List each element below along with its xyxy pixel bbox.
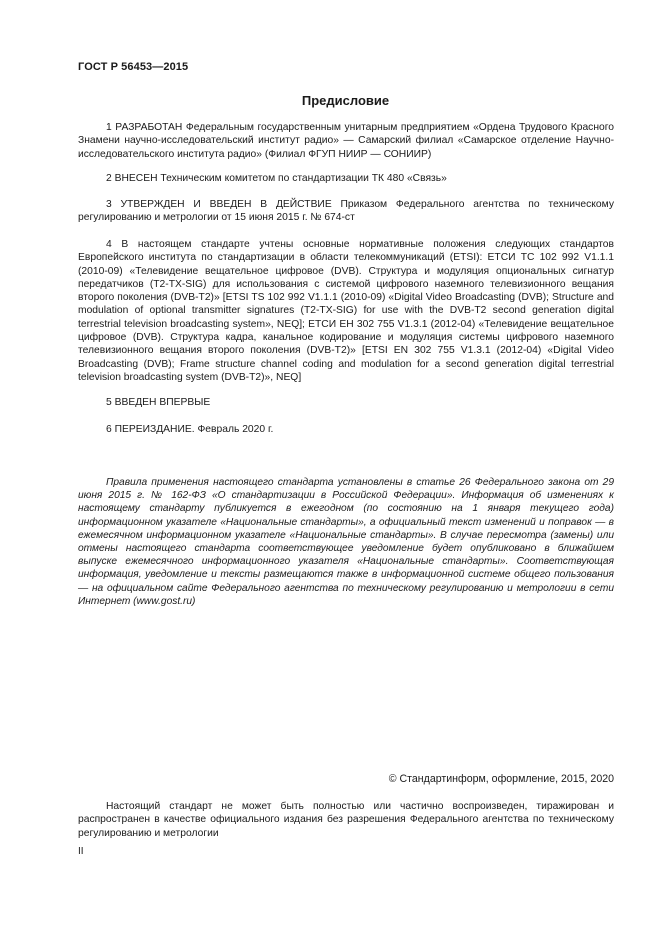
paragraph-text: 2 ВНЕСЕН Техническим комитетом по стандартизации ТК 480 «Связь» xyxy=(106,173,447,184)
standard-id-header: ГОСТ Р 56453—2015 xyxy=(78,61,189,73)
reproduction-notice: Настоящий стандарт не может быть полностью или частично воспроизведен, тиражирован и распространен в качестве официального издания без разрешения Федерального агентства по техническому регулированию и метрологии xyxy=(78,801,614,839)
paragraph-text: 6 ПЕРЕИЗДАНИЕ. Февраль 2020 г. xyxy=(106,424,274,435)
paragraph-reissue xyxy=(78,423,614,436)
copyright-line: © Стандартинформ, оформление, 2015, 2020 xyxy=(388,773,614,785)
paragraph-text: 3 УТВЕРЖДЕН И ВВЕДЕН В ДЕЙСТВИЕ Приказом Федерального агентства по техническому регулированию и метрологии от 15 июня 2015 г. № 674-ст xyxy=(78,199,614,224)
application-rules-notice: Правила применения настоящего стандарта установлены в статье 26 Федерального закона от 29 июня 2015 г. № 162-ФЗ «О стандартизации в Российской Федерации». Информация об изменениях к настоящему стандарту публикуется в ежегодном (по состоянию на 1 января текущего года) информационном указателе «Национальные стандарты», а официальный текст изменений и поправок — в ежемесячном информационном указателе «Национальные стандарты». В случае пересмотра (замены) или отмены настоящего стандарта соответствующее уведомление будет опубликовано в ближайшем выпуске ежемесячного информационного указателя «Национальные стандарты». Соответствующая информация, уведомление и тексты размещаются также в информационной системе общего пользования — на официальном сайте Федерального агентства по техническому регулированию и метрологии в сети Интернет (www.gost.ru) xyxy=(78,477,614,607)
paragraph-text: 4 В настоящем стандарте учтены основные нормативные положения следующих стандартов Европейского института по стандартизации в области телекоммуникаций (ETSI): ЕТСИ ТС 102 992 V1.1.1 (2010-09) «Телевидение вещательное цифровое (DVB). Структура и модуляция опциональных сигнатур передатчиков (T2-TX-SIG) для использования с системой цифрового наземного телевизионного вещания второго поколения (DVB-T2)» [ETSI TS 102 992 V1.1.1 (2010-09) «Digital Video Broadcasting (DVB); Structure and modulation of optional transmitter signatures (T2-TX-SIG) for use with the DVB-T2 second generation digital terrestrial television broadcasting system», NEQ]; ЕТСИ ЕН 302 755 V1.3.1 (2012-04) «Телевидение вещательное цифровое (DVB). Структура кадра, канальное кодирование и модуляция системы цифрового наземного телевизионного вещания второго поколения (DVB-T2)» [ETSI EN 302 755 V1.3.1 (2012-04) «Digital Video Broadcasting (DVB); Frame structure channel coding and modulation for a second generation digital terrestrial television broadcasting system (DVB-T2)», NEQ] xyxy=(78,239,614,383)
paragraph-approved xyxy=(78,198,614,225)
page-number: II xyxy=(78,846,84,857)
paragraph-standards-basis xyxy=(78,238,614,384)
paragraph-submitted xyxy=(78,172,614,185)
paragraph-text: 5 ВВЕДЕН ВПЕРВЫЕ xyxy=(106,397,211,408)
paragraph-developed xyxy=(78,121,614,161)
paragraph-text: 1 РАЗРАБОТАН Федеральным государственным унитарным предприятием «Ордена Трудового Красного Знамени научно-исследовательский институт радио» — Самарский филиал «Самарское отделение Научно-исследовательского института радио» (Филиал ФГУП НИИР — СОНИИР) xyxy=(78,122,614,160)
paragraph-introduced-first xyxy=(78,396,614,409)
section-title: Предисловие xyxy=(301,93,390,108)
